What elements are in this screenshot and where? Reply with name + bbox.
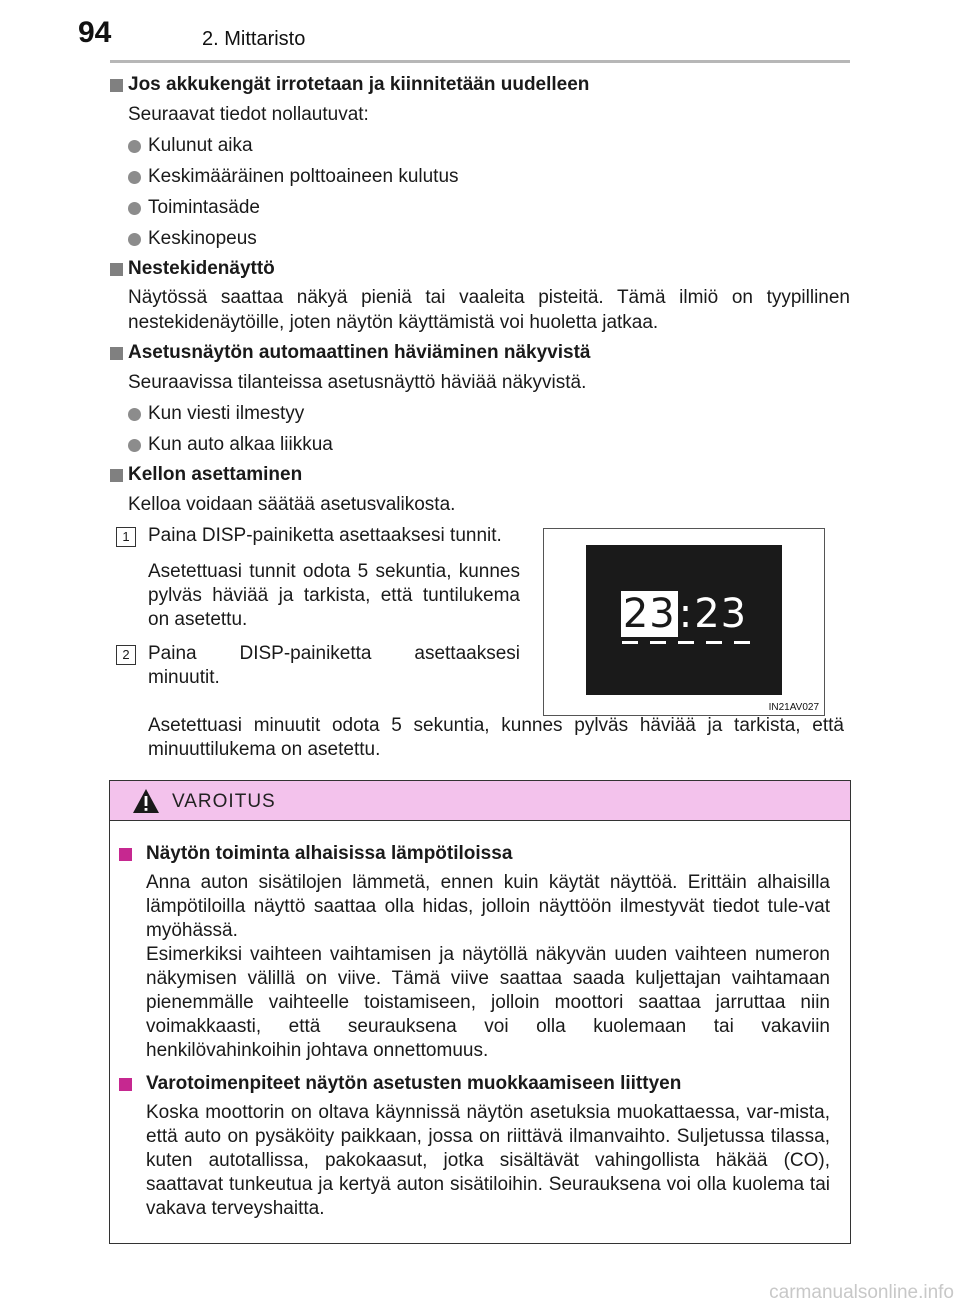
round-bullet-icon — [128, 439, 141, 452]
section-lcd — [110, 256, 850, 335]
dash-segment — [678, 641, 694, 644]
section-title: Jos akkukengät irrotetaan ja kiinnitetään uudelleen — [128, 74, 590, 95]
section-intro: Kelloa voidaan säätää asetusvalikosta. — [128, 494, 456, 515]
warning-section-text — [119, 1101, 850, 1221]
list-item: Keskimääräinen polttoaineen kulutus — [110, 164, 850, 190]
clock-display-figure — [543, 528, 825, 716]
display-screen — [586, 545, 782, 695]
step-1 — [110, 524, 520, 548]
clock-readout — [586, 591, 782, 637]
clock-minutes: 23 — [694, 591, 748, 637]
chapter-title: 2. Mittaristo — [202, 28, 306, 50]
warning-paragraph: Anna auton sisätilojen lämmetä, ennen kuin käytät näyttöä. Erittäin alhaisilla lämpötiloilla näyttö saattaa olla hidas, jolloin näyttöön ilmestyvät tiedot tule-vat myöhässä. — [146, 872, 830, 941]
section-title: Nestekidenäyttö — [128, 258, 275, 279]
section-text: Näytössä saattaa näkyä pieniä tai vaaleita pisteitä. Tämä ilmiö on tyypillinen nestekidenäytöille, joten näytön käyttämistä voi huoletta jatkaa. — [128, 287, 850, 333]
square-bullet-icon — [110, 263, 123, 276]
dash-segment — [650, 641, 666, 644]
section-heading — [110, 340, 850, 366]
square-bullet-icon — [110, 347, 123, 360]
step-note: Asetettuasi minuutit odota 5 sekuntia, kunnes pylväs häviää ja tarkista, että minuuttilukema on asetettu. — [148, 715, 844, 760]
step-note: Asetettuasi tunnit odota 5 sekuntia, kunnes pylväs häviää ja tarkista, että tuntilukema on asetettu. — [148, 561, 520, 630]
list-item: Kulunut aika — [110, 133, 850, 159]
square-bullet-icon — [110, 79, 123, 92]
step-text: Paina DISP-painiketta asettaaksesi tunnit. — [148, 525, 502, 546]
section-heading — [110, 256, 850, 282]
section-clock — [110, 462, 850, 518]
step-2 — [110, 642, 520, 690]
clock-steps — [110, 524, 520, 690]
square-bullet-icon — [110, 469, 123, 482]
step-number-badge: 2 — [116, 645, 136, 665]
dash-segment — [734, 641, 750, 644]
step-text: Paina DISP-painiketta asettaaksesi minuutit. — [148, 643, 520, 688]
square-bullet-icon — [119, 1078, 132, 1091]
round-bullet-icon — [128, 202, 141, 215]
section-title: Kellon asettaminen — [128, 464, 303, 485]
round-bullet-icon — [128, 408, 141, 421]
warning-triangle-icon — [132, 788, 160, 814]
section-title: Asetusnäytön automaattinen häviäminen näkyvistä — [128, 342, 591, 363]
clock-hours: 23 — [622, 591, 676, 637]
progress-dashes — [622, 641, 752, 644]
list-item: Kun viesti ilmestyy — [110, 401, 850, 427]
warning-paragraph: Esimerkiksi vaihteen vaihtamisen ja näytöllä näkyvän uuden vaihteen numeron näkymisen välillä on viive. Tämä viive saattaa saada kuljettajan vaihtamaan pienemmälle vaihteelle toistamiseen, jolloin moottori saattaa jarruttaa niin voimakkaasti, että seurauksena voi olla kuolemaan tai vakaviin henkilövahinkoihin johtava onnettomuus. — [146, 944, 830, 1061]
warning-body — [110, 841, 850, 1221]
list-item: Toimintasäde — [110, 195, 850, 221]
header-divider — [110, 60, 850, 63]
warning-title: VAROITUS — [172, 791, 276, 812]
warning-box — [109, 780, 851, 1244]
clock-separator: : — [678, 591, 694, 637]
warning-section-heading: Varotoimenpiteet näytön asetusten muokkaamiseen liittyen — [119, 1071, 850, 1097]
dash-segment — [706, 641, 722, 644]
round-bullet-icon — [128, 171, 141, 184]
section-heading — [110, 72, 850, 98]
section-heading — [110, 462, 850, 488]
round-bullet-icon — [128, 233, 141, 246]
warning-section-heading: Näytön toiminta alhaisissa lämpötiloissa — [119, 841, 850, 867]
list-item: Kun auto alkaa liikkua — [110, 432, 850, 458]
warning-section-text — [119, 871, 850, 1063]
warning-paragraph: Koska moottorin on oltava käynnissä näytön asetuksia muokattaessa, var-mista, että auto on pysäköity paikkaan, jossa on riittävä ilmanvaihto. Suljetussa tilassa, kuten autotallissa, pakokaasut, jotka sisältävät vahingollista häkää (CO), saattavat tunkeutua ja kertyä auton sisätiloihin. Seurauksena voi olla kuolema tai vakava terveyshaitta. — [146, 1102, 830, 1219]
section-intro: Seuraavat tiedot nollautuvat: — [128, 104, 369, 125]
watermark: carmanualsonline.info — [769, 1282, 954, 1303]
square-bullet-icon — [119, 848, 132, 861]
page-number: 94 — [78, 16, 112, 49]
section-battery — [110, 72, 850, 252]
list-item: Keskinopeus — [110, 226, 850, 252]
section-auto-hide — [110, 340, 850, 458]
warning-header — [110, 781, 850, 821]
round-bullet-icon — [128, 140, 141, 153]
section-intro: Seuraavissa tilanteissa asetusnäyttö häviää näkyvistä. — [128, 372, 587, 393]
step-number-badge: 1 — [116, 527, 136, 547]
dash-segment — [622, 641, 638, 644]
figure-id: IN21AV027 — [768, 702, 819, 713]
